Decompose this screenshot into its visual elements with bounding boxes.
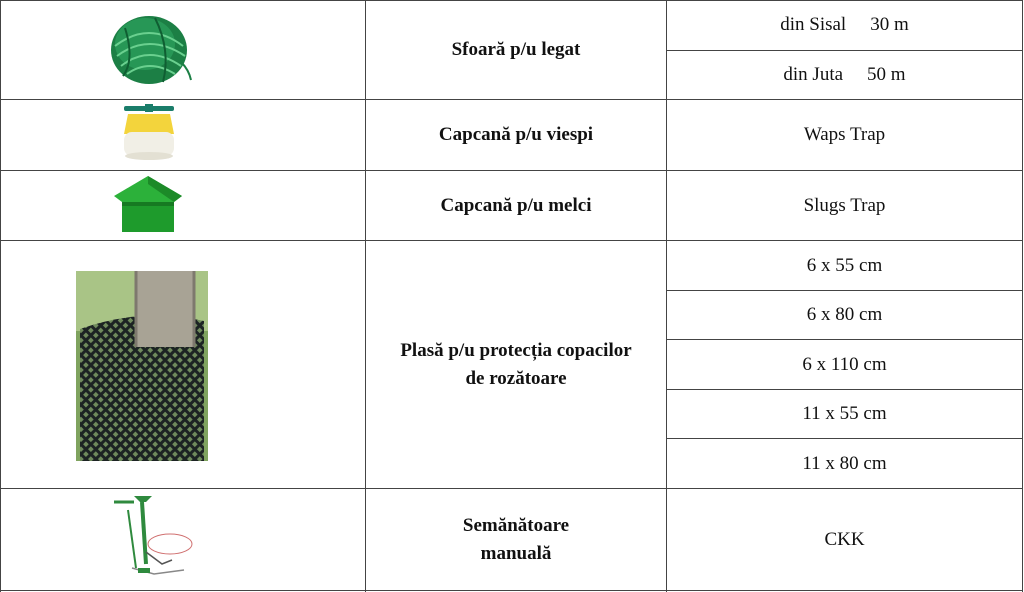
wasp-trap-icon xyxy=(118,104,180,162)
variant-length: 30 m xyxy=(870,14,909,35)
product-name-line: de rozătoare xyxy=(465,367,567,389)
variant-cell: 11 x 55 cm xyxy=(802,403,887,424)
variant-cell: Slugs Trap xyxy=(803,194,886,216)
variant-cell: Waps Trap xyxy=(803,124,886,145)
variant-cell xyxy=(667,0,1022,50)
product-name-line: manuală xyxy=(480,542,552,564)
slug-trap-icon xyxy=(110,174,186,236)
product-name: Capcană p/u viespi xyxy=(438,124,594,145)
variant-length: 50 m xyxy=(867,64,906,85)
variant-cell: 6 x 55 cm xyxy=(806,254,883,276)
grid-line xyxy=(0,0,1,592)
variant-cell xyxy=(667,51,1022,99)
variant-cell: 6 x 110 cm xyxy=(802,353,887,375)
product-name-line: Plasă p/u protecția copacilor xyxy=(400,339,632,361)
variant-cell: 11 x 80 cm xyxy=(802,452,887,474)
product-name-line: Semănătoare xyxy=(462,514,570,536)
product-name xyxy=(366,241,666,488)
variant-cell: CKK xyxy=(824,528,865,550)
hand-seeder-icon xyxy=(108,494,198,578)
variant-cell: 6 x 80 cm xyxy=(806,304,883,325)
product-name xyxy=(366,489,666,590)
tree-guard-mesh-icon xyxy=(76,271,208,461)
variant-material: din Juta xyxy=(783,64,844,85)
product-name: Capcană p/u melci xyxy=(440,194,592,216)
variant-material: din Sisal xyxy=(780,14,847,35)
grid-line xyxy=(1022,0,1023,592)
product-name: Sfoară p/u legat xyxy=(451,38,581,60)
twine-ball-icon xyxy=(105,10,193,86)
grid-line xyxy=(0,590,1023,591)
